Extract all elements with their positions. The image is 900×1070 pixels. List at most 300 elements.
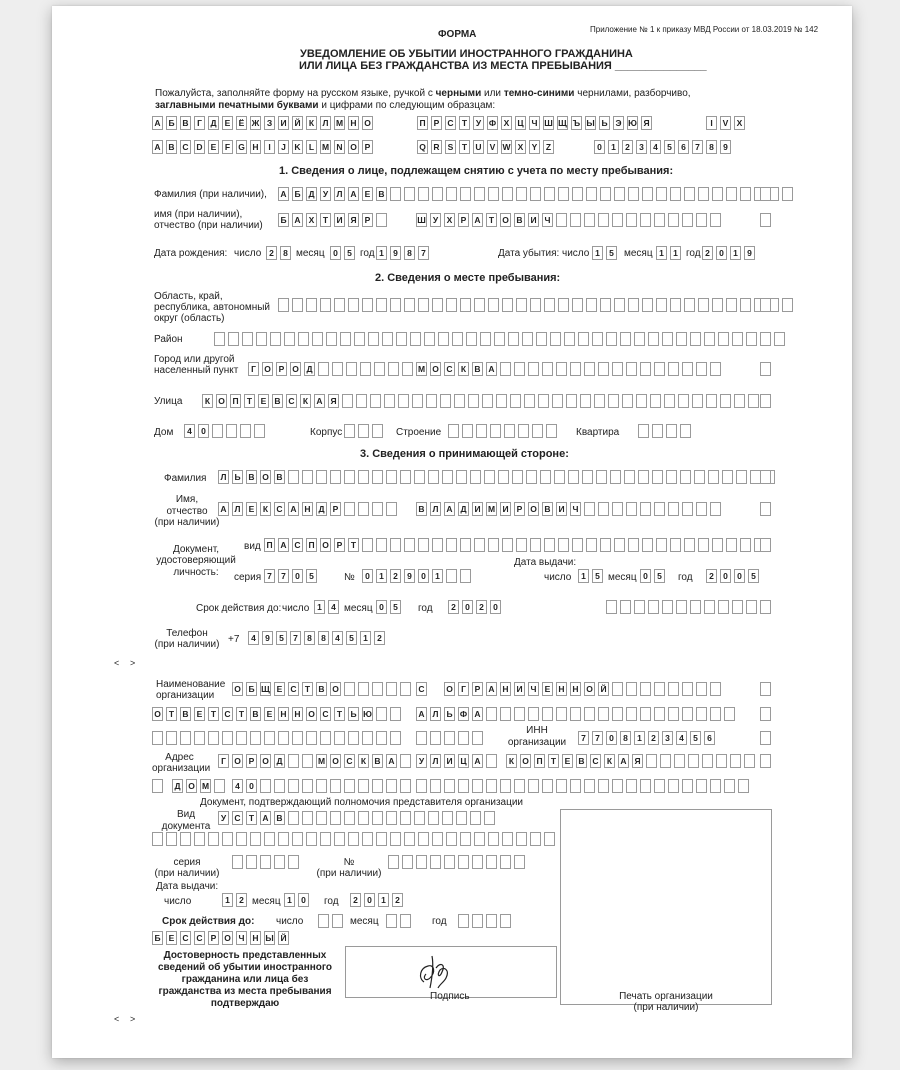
form-cell[interactable] [312, 332, 323, 346]
form-cell[interactable]: И [528, 213, 539, 227]
form-cell[interactable] [760, 707, 771, 721]
form-cell[interactable] [152, 832, 163, 846]
form-cell[interactable]: У [218, 811, 229, 825]
form-cell[interactable] [612, 682, 623, 696]
form-cell[interactable]: Т [486, 213, 497, 227]
form-cell[interactable] [712, 187, 723, 201]
form-cell[interactable] [696, 362, 707, 376]
form-cell[interactable]: Г [218, 754, 229, 768]
form-cell[interactable] [274, 855, 285, 869]
form-cell[interactable]: Д [172, 779, 183, 793]
form-cell[interactable] [710, 213, 721, 227]
form-cell[interactable]: С [232, 811, 243, 825]
form-cell[interactable]: 5 [690, 731, 701, 745]
form-cell[interactable] [446, 538, 457, 552]
form-cell[interactable]: К [300, 394, 311, 408]
form-cell[interactable] [288, 470, 299, 484]
form-cell[interactable] [584, 362, 595, 376]
form-cell[interactable] [316, 811, 327, 825]
form-cell[interactable] [486, 754, 497, 768]
form-cell[interactable]: Ч [236, 931, 247, 945]
form-cell[interactable] [760, 731, 771, 745]
form-cell[interactable]: 5 [654, 569, 665, 583]
nav-next-top[interactable]: > [130, 658, 136, 668]
form-cell[interactable] [746, 600, 757, 614]
form-cell[interactable] [528, 707, 539, 721]
form-cell[interactable]: Х [306, 213, 317, 227]
form-cell[interactable] [530, 298, 541, 312]
form-cell[interactable] [510, 394, 521, 408]
form-cell[interactable] [376, 731, 387, 745]
form-cell[interactable] [396, 332, 407, 346]
form-cell[interactable]: О [290, 362, 301, 376]
form-cell[interactable] [496, 394, 507, 408]
form-cell[interactable] [334, 731, 345, 745]
form-cell[interactable]: Р [362, 213, 373, 227]
form-cell[interactable]: У [430, 213, 441, 227]
form-cell[interactable] [624, 470, 635, 484]
form-cell[interactable]: А [292, 213, 303, 227]
form-cell[interactable]: О [584, 682, 595, 696]
form-cell[interactable]: Н [292, 707, 303, 721]
form-cell[interactable] [760, 538, 771, 552]
form-cell[interactable] [690, 600, 701, 614]
form-cell[interactable] [620, 332, 631, 346]
form-cell[interactable] [302, 811, 313, 825]
form-cell[interactable]: 7 [592, 731, 603, 745]
form-cell[interactable]: И [556, 502, 567, 516]
district-field[interactable] [214, 332, 788, 346]
form-cell[interactable]: Е [362, 187, 373, 201]
form-cell[interactable] [488, 187, 499, 201]
form-cell[interactable] [720, 394, 731, 408]
form-cell[interactable]: Ф [459, 709, 468, 719]
form-cell[interactable] [628, 538, 639, 552]
form-cell[interactable]: Т [334, 707, 345, 721]
form-cell[interactable] [410, 332, 421, 346]
form-cell[interactable] [330, 811, 341, 825]
host-issue-day-field[interactable] [578, 569, 606, 583]
form-cell[interactable] [612, 213, 623, 227]
form-cell[interactable] [428, 470, 439, 484]
org-address2-c[interactable] [416, 779, 752, 793]
form-cell[interactable] [724, 707, 735, 721]
org-address2-b[interactable] [232, 779, 414, 793]
form-cell[interactable] [470, 811, 481, 825]
form-cell[interactable] [654, 707, 665, 721]
form-cell[interactable] [712, 538, 723, 552]
form-cell[interactable] [612, 502, 623, 516]
form-cell[interactable] [696, 213, 707, 227]
form-cell[interactable]: Д [274, 754, 285, 768]
form-cell[interactable]: Е [542, 682, 553, 696]
form-cell[interactable] [432, 298, 443, 312]
form-cell[interactable] [462, 424, 473, 438]
form-cell[interactable]: Д [316, 502, 327, 516]
form-cell[interactable] [726, 298, 737, 312]
form-cell[interactable] [390, 538, 401, 552]
form-cell[interactable]: Г [458, 682, 469, 696]
host-patronymic-extra-cell[interactable] [760, 502, 774, 516]
form-cell[interactable] [236, 832, 247, 846]
form-cell[interactable]: В [246, 470, 257, 484]
form-cell[interactable]: Р [334, 538, 345, 552]
form-cell[interactable]: Р [246, 754, 257, 768]
form-cell[interactable] [404, 187, 415, 201]
form-cell[interactable] [702, 754, 713, 768]
form-cell[interactable]: Ч [542, 213, 553, 227]
authority-issue-year-field[interactable] [350, 893, 406, 907]
form-cell[interactable] [458, 855, 469, 869]
form-cell[interactable] [666, 424, 677, 438]
form-cell[interactable] [448, 424, 459, 438]
form-cell[interactable]: 1 [656, 246, 667, 260]
form-cell[interactable] [666, 470, 677, 484]
form-cell[interactable]: Г [248, 362, 259, 376]
form-cell[interactable]: 0 [418, 569, 429, 583]
form-cell[interactable] [696, 502, 707, 516]
form-cell[interactable] [634, 600, 645, 614]
form-cell[interactable] [516, 298, 527, 312]
form-cell[interactable] [346, 362, 357, 376]
form-cell[interactable] [332, 362, 343, 376]
authority-valid-day-field[interactable] [318, 914, 346, 928]
form-cell[interactable] [696, 707, 707, 721]
nav-prev-top[interactable]: < [114, 658, 120, 668]
form-cell[interactable]: О [320, 538, 331, 552]
form-cell[interactable] [428, 811, 439, 825]
form-cell[interactable] [354, 332, 365, 346]
org-name-row1-extra[interactable] [760, 682, 774, 696]
form-cell[interactable] [656, 298, 667, 312]
form-cell[interactable]: 8 [280, 246, 291, 260]
form-cell[interactable]: С [222, 707, 233, 721]
form-cell[interactable] [386, 914, 397, 928]
form-cell[interactable]: Д [458, 502, 469, 516]
form-cell[interactable] [640, 682, 651, 696]
form-cell[interactable]: 9 [744, 246, 755, 260]
form-cell[interactable] [460, 832, 471, 846]
form-cell[interactable] [242, 332, 253, 346]
form-cell[interactable] [240, 424, 251, 438]
form-cell[interactable] [712, 298, 723, 312]
form-cell[interactable] [598, 707, 609, 721]
form-cell[interactable] [288, 754, 299, 768]
form-cell[interactable]: О [232, 682, 243, 696]
form-cell[interactable] [676, 332, 687, 346]
form-cell[interactable] [358, 682, 369, 696]
form-cell[interactable]: А [218, 502, 229, 516]
form-cell[interactable] [584, 779, 595, 793]
form-cell[interactable] [166, 731, 177, 745]
form-cell[interactable]: А [472, 754, 483, 768]
form-cell[interactable]: А [444, 502, 455, 516]
form-cell[interactable]: Т [208, 707, 219, 721]
form-cell[interactable] [664, 394, 675, 408]
form-cell[interactable] [358, 424, 369, 438]
form-cell[interactable]: 4 [184, 424, 195, 438]
form-cell[interactable] [426, 394, 437, 408]
birth-month-field[interactable] [330, 246, 358, 260]
form-cell[interactable]: Е [258, 394, 269, 408]
form-cell[interactable]: К [260, 502, 271, 516]
form-cell[interactable] [782, 187, 793, 201]
form-cell[interactable] [444, 779, 455, 793]
form-cell[interactable] [386, 682, 397, 696]
form-cell[interactable] [418, 187, 429, 201]
form-cell[interactable] [302, 754, 313, 768]
form-cell[interactable] [640, 213, 651, 227]
form-cell[interactable] [208, 832, 219, 846]
form-cell[interactable]: Р [208, 931, 219, 945]
form-cell[interactable]: 5 [346, 631, 357, 645]
form-cell[interactable] [504, 424, 515, 438]
form-cell[interactable] [500, 779, 511, 793]
form-cell[interactable]: Д [306, 187, 317, 201]
form-cell[interactable]: Ч [528, 682, 539, 696]
form-cell[interactable] [344, 424, 355, 438]
birth-day-field[interactable] [266, 246, 294, 260]
form-cell[interactable]: Р [330, 502, 341, 516]
form-cell[interactable] [472, 914, 483, 928]
form-cell[interactable] [362, 832, 373, 846]
form-cell[interactable]: К [604, 754, 615, 768]
form-cell[interactable]: О [430, 362, 441, 376]
form-cell[interactable]: 0 [606, 731, 617, 745]
form-cell[interactable]: Л [430, 707, 441, 721]
form-cell[interactable]: 2 [350, 893, 361, 907]
form-cell[interactable] [608, 394, 619, 408]
form-cell[interactable]: 2 [392, 893, 403, 907]
form-cell[interactable] [556, 779, 567, 793]
form-cell[interactable] [518, 424, 529, 438]
form-cell[interactable] [598, 502, 609, 516]
form-cell[interactable] [418, 538, 429, 552]
form-cell[interactable] [670, 298, 681, 312]
form-cell[interactable] [760, 362, 771, 376]
form-cell[interactable]: В [274, 470, 285, 484]
form-cell[interactable]: 1 [376, 569, 387, 583]
form-cell[interactable] [530, 832, 541, 846]
form-cell[interactable] [682, 682, 693, 696]
form-cell[interactable] [726, 538, 737, 552]
form-cell[interactable]: 1 [592, 246, 603, 260]
form-cell[interactable]: В [250, 707, 261, 721]
form-cell[interactable] [682, 213, 693, 227]
form-cell[interactable] [254, 424, 265, 438]
form-cell[interactable]: В [514, 213, 525, 227]
form-cell[interactable] [696, 682, 707, 696]
form-cell[interactable]: 2 [266, 246, 277, 260]
form-cell[interactable]: Е [562, 754, 573, 768]
form-cell[interactable] [546, 424, 557, 438]
form-cell[interactable] [500, 914, 511, 928]
org-name-row1-a[interactable] [232, 682, 414, 696]
form-cell[interactable]: О [330, 754, 341, 768]
form-cell[interactable] [538, 394, 549, 408]
form-cell[interactable] [474, 187, 485, 201]
form-cell[interactable] [386, 470, 397, 484]
form-cell[interactable] [446, 187, 457, 201]
org-address-d[interactable] [506, 754, 758, 768]
form-cell[interactable] [400, 914, 411, 928]
form-cell[interactable] [704, 332, 715, 346]
form-cell[interactable] [634, 332, 645, 346]
form-cell[interactable] [250, 832, 261, 846]
form-cell[interactable]: 1 [360, 631, 371, 645]
form-cell[interactable]: П [534, 754, 545, 768]
form-cell[interactable] [284, 332, 295, 346]
form-cell[interactable] [572, 298, 583, 312]
form-cell[interactable]: А [486, 362, 497, 376]
form-cell[interactable]: 4 [332, 631, 343, 645]
form-cell[interactable]: О [528, 502, 539, 516]
form-cell[interactable]: В [376, 187, 387, 201]
form-cell[interactable]: 1 [670, 246, 681, 260]
form-cell[interactable] [320, 731, 331, 745]
form-cell[interactable] [684, 187, 695, 201]
form-cell[interactable]: 2 [236, 893, 247, 907]
form-cell[interactable] [710, 779, 721, 793]
authority-number-field[interactable] [388, 855, 528, 869]
form-cell[interactable] [654, 213, 665, 227]
org-name-row3-b[interactable] [416, 731, 486, 745]
form-cell[interactable] [372, 682, 383, 696]
form-cell[interactable]: 7 [578, 731, 589, 745]
form-cell[interactable] [710, 707, 721, 721]
form-cell[interactable] [568, 470, 579, 484]
form-cell[interactable] [292, 298, 303, 312]
form-cell[interactable]: Н [302, 502, 313, 516]
form-cell[interactable] [316, 470, 327, 484]
form-cell[interactable]: 2 [448, 600, 459, 614]
form-cell[interactable]: 8 [304, 631, 315, 645]
form-cell[interactable] [760, 187, 771, 201]
form-cell[interactable] [674, 754, 685, 768]
form-cell[interactable] [680, 470, 691, 484]
form-cell[interactable] [246, 855, 257, 869]
form-cell[interactable] [264, 832, 275, 846]
form-cell[interactable] [330, 470, 341, 484]
form-cell[interactable] [446, 832, 457, 846]
form-cell[interactable]: М [201, 781, 210, 791]
form-cell[interactable] [706, 394, 717, 408]
form-cell[interactable] [566, 394, 577, 408]
form-cell[interactable]: С [416, 682, 427, 696]
form-cell[interactable] [368, 332, 379, 346]
form-cell[interactable]: Ц [458, 754, 469, 768]
form-cell[interactable] [306, 731, 317, 745]
form-cell[interactable]: Н [570, 682, 581, 696]
form-cell[interactable]: С [288, 682, 299, 696]
form-cell[interactable] [358, 811, 369, 825]
form-cell[interactable] [390, 707, 401, 721]
form-cell[interactable] [402, 362, 413, 376]
form-cell[interactable] [760, 502, 771, 516]
form-cell[interactable]: Л [430, 502, 441, 516]
form-cell[interactable]: 2 [390, 569, 401, 583]
form-cell[interactable]: 4 [676, 731, 687, 745]
form-cell[interactable] [334, 298, 345, 312]
form-cell[interactable]: В [274, 811, 285, 825]
form-cell[interactable] [404, 538, 415, 552]
form-cell[interactable] [626, 362, 637, 376]
form-cell[interactable] [460, 187, 471, 201]
form-cell[interactable]: Б [246, 682, 257, 696]
form-cell[interactable] [592, 332, 603, 346]
form-cell[interactable] [472, 731, 483, 745]
org-name-row2-b[interactable] [416, 707, 738, 721]
form-cell[interactable] [152, 731, 163, 745]
form-cell[interactable] [278, 832, 289, 846]
form-cell[interactable]: У [320, 187, 331, 201]
org-name-row2-extra[interactable] [760, 707, 774, 721]
form-cell[interactable] [444, 855, 455, 869]
street-field[interactable] [202, 394, 762, 408]
form-cell[interactable] [222, 832, 233, 846]
form-cell[interactable]: 2 [476, 600, 487, 614]
authority-valid-month-field[interactable] [386, 914, 414, 928]
form-cell[interactable] [638, 424, 649, 438]
form-cell[interactable] [376, 298, 387, 312]
form-cell[interactable] [698, 187, 709, 201]
form-cell[interactable] [620, 600, 631, 614]
form-cell[interactable]: О [306, 707, 317, 721]
form-cell[interactable]: Й [278, 931, 289, 945]
departure-day-field[interactable] [592, 246, 620, 260]
form-cell[interactable] [680, 424, 691, 438]
form-cell[interactable] [544, 832, 555, 846]
form-cell[interactable]: Т [302, 682, 313, 696]
form-cell[interactable]: С [590, 754, 601, 768]
form-cell[interactable] [488, 298, 499, 312]
form-cell[interactable] [382, 332, 393, 346]
form-cell[interactable]: 0 [362, 569, 373, 583]
form-cell[interactable]: 1 [634, 731, 645, 745]
form-cell[interactable] [390, 731, 401, 745]
form-cell[interactable]: 0 [490, 600, 501, 614]
form-cell[interactable] [626, 707, 637, 721]
form-cell[interactable] [626, 779, 637, 793]
form-cell[interactable] [384, 394, 395, 408]
form-cell[interactable] [482, 394, 493, 408]
form-cell[interactable]: 9 [262, 631, 273, 645]
form-cell[interactable]: А [486, 682, 497, 696]
form-cell[interactable] [570, 213, 581, 227]
street-extra-cell[interactable] [760, 394, 774, 408]
form-cell[interactable]: М [317, 756, 326, 766]
form-cell[interactable] [474, 832, 485, 846]
form-cell[interactable] [514, 707, 525, 721]
form-cell[interactable] [598, 779, 609, 793]
departure-year-field[interactable] [702, 246, 758, 260]
form-cell[interactable] [452, 332, 463, 346]
city-field-2[interactable] [416, 362, 724, 376]
form-cell[interactable]: Л [232, 502, 243, 516]
form-cell[interactable] [532, 424, 543, 438]
form-cell[interactable]: 1 [314, 600, 325, 614]
form-cell[interactable] [642, 538, 653, 552]
form-cell[interactable] [372, 811, 383, 825]
region-extra-cell[interactable] [760, 298, 774, 312]
form-cell[interactable] [636, 394, 647, 408]
form-cell[interactable]: Р [458, 213, 469, 227]
form-cell[interactable] [498, 470, 509, 484]
form-cell[interactable] [682, 502, 693, 516]
form-cell[interactable] [416, 731, 427, 745]
form-cell[interactable] [668, 213, 679, 227]
form-cell[interactable] [676, 600, 687, 614]
